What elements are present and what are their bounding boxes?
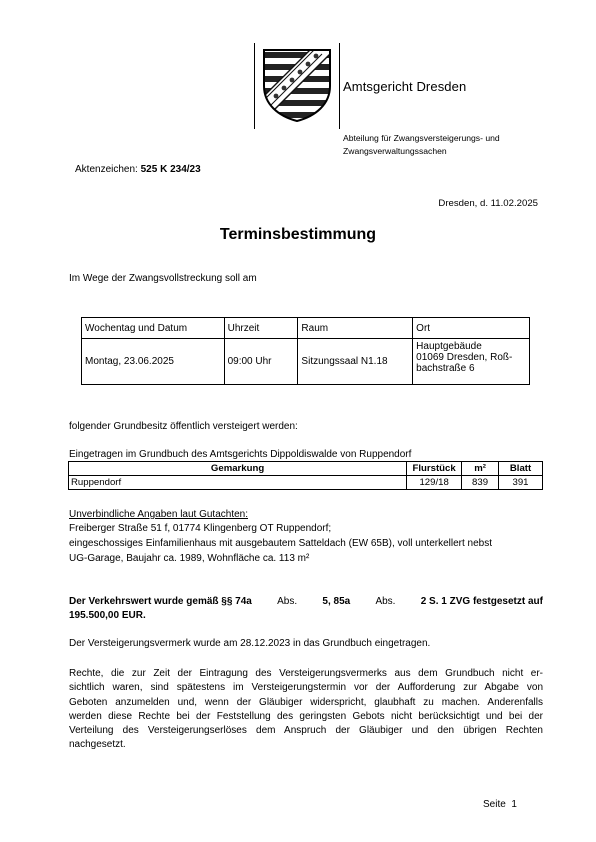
header-blatt: Blatt — [499, 462, 543, 476]
market-value-amount: 195.500,00 EUR. — [69, 610, 146, 621]
place-date: Dresden, d. 11.02.2025 — [438, 198, 538, 209]
table-header-row — [69, 462, 543, 476]
letterhead-divider-right — [339, 43, 340, 129]
header-gemarkung: Gemarkung — [69, 462, 407, 476]
header-time: Uhrzeit — [224, 318, 298, 339]
saxony-coat-of-arms-icon — [258, 46, 336, 124]
header-area: m² — [462, 462, 499, 476]
cell-blatt: 391 — [499, 476, 543, 490]
case-reference — [75, 164, 201, 175]
appointment-table — [81, 317, 530, 385]
details-heading: Unverbindliche Angaben laut Gutachten: — [69, 509, 249, 520]
details-address: Freiberger Straße 51 f, 01774 Klingenberg OT Ruppendorf; — [69, 523, 332, 534]
rights-paragraph: Rechte, die zur Zeit der Eintragung des Versteigerungsvermerks aus dem Grundbuch nicht er- sichtlich waren, sind spätestens im Versteigerungstermin vor der Aufforderung zur Abgabe von Geboten anzumelden und, wenn der Gläubiger widerspricht, glaubhaft zu machen. Anderenfalls werden diese Rechte bei der Feststellung des geringsten Gebots nicht berücksichtigt und bei der Verteilung des Versteigerungserlöses dem Anspruch der Gläubiger und den übrigen Rechten nachgesetzt. — [69, 668, 543, 751]
details-description-cont: UG-Garage, Baujahr ca. 1989, Wohnfläche ca. 113 m² — [69, 553, 310, 564]
header-room: Raum — [298, 318, 413, 339]
document-title: Terminsbestimmung — [219, 226, 377, 243]
details-description: eingeschossiges Einfamilienhaus mit ausgebautem Satteldach (EW 65B), voll unterkellert nebst — [69, 538, 492, 549]
registration-note: Der Versteigerungsvermerk wurde am 28.12.2023 in das Grundbuch eingetragen. — [69, 638, 431, 649]
land-register-table — [68, 461, 543, 490]
table-row — [82, 339, 530, 385]
auction-text: folgender Grundbesitz öffentlich versteigert werden: — [69, 421, 298, 432]
letterhead-divider-left — [254, 43, 255, 129]
header-place: Ort — [413, 318, 530, 339]
department-name: Abteilung für Zwangsversteigerungs- und Zwangsverwaltungssachen — [343, 133, 500, 156]
appointment-time: 09:00 Uhr — [224, 339, 298, 385]
cell-flurstueck: 129/18 — [407, 476, 462, 490]
cell-area: 839 — [462, 476, 499, 490]
header-date: Wochentag und Datum — [82, 318, 225, 339]
page-number: Seite 1 — [483, 799, 517, 810]
land-register-caption: Eingetragen im Grundbuch des Amtsgerichts Dippoldiswalde von Ruppendorf — [69, 449, 412, 460]
appointment-place: Hauptgebäude 01069 Dresden, Roß- bachstraße 6 — [413, 339, 530, 385]
intro-text: Im Wege der Zwangsvollstreckung soll am — [69, 273, 257, 284]
court-name: Amtsgericht Dresden — [343, 79, 467, 94]
appointment-date: Montag, 23.06.2025 — [82, 339, 225, 385]
table-row — [69, 476, 543, 490]
market-value-statement: Der Verkehrswert wurde gemäß §§ 74a Abs. 5, 85a Abs. 2 S. 1 ZVG festgesetzt auf — [69, 596, 543, 607]
cell-gemarkung: Ruppendorf — [69, 476, 407, 490]
case-number: 525 K 234/23 — [140, 164, 201, 175]
appointment-room: Sitzungssaal N1.18 — [298, 339, 413, 385]
table-header-row — [82, 318, 530, 339]
header-flurstueck: Flurstück — [407, 462, 462, 476]
case-label: Aktenzeichen: — [75, 164, 138, 175]
